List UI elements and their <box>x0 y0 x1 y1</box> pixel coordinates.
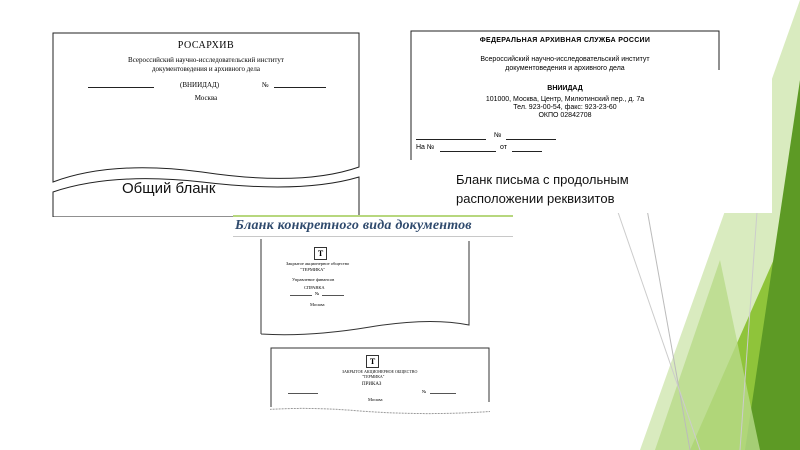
agency: ФЕДЕРАЛЬНАЯ АРХИВНАЯ СЛУЖБА РОССИИ <box>479 37 651 44</box>
date-line <box>88 87 154 88</box>
date-line <box>290 295 312 296</box>
org-line-1: Закрытое акционерное общество <box>286 261 350 266</box>
org-line-2: документоведения и архивного дела <box>505 65 625 72</box>
org-line-2: "ТЕРМИКА" <box>362 374 385 379</box>
org-full-2: документоведения и архивного дела <box>151 65 261 73</box>
org-line-1: ЗАКРЫТОЕ АКЦИОНЕРНОЕ ОБЩЕСТВО <box>342 369 418 374</box>
city: Москва <box>368 397 383 402</box>
reply-to: На № <box>416 144 435 151</box>
number-sign: № <box>262 81 269 89</box>
city: Москва <box>194 94 218 102</box>
address: 101000, Москва, Центр, Милютинский пер., д. 7а <box>485 96 645 103</box>
form-prikaz <box>270 347 490 415</box>
number-line <box>274 87 326 88</box>
department: Управление финансов <box>292 277 335 282</box>
org-line-2: "ТЕРМИКА" <box>300 267 326 272</box>
number-sign: № <box>422 389 427 394</box>
date-line <box>288 393 318 394</box>
from: от <box>500 144 507 151</box>
number-line <box>322 295 344 296</box>
abbr: ВНИИДАД <box>547 85 583 92</box>
form-spravka-outline <box>260 239 470 339</box>
number-sign: № <box>494 132 502 139</box>
org-top: РОСАРХИВ <box>177 40 235 51</box>
date-line <box>416 139 486 140</box>
caption-general: Общий бланк <box>122 180 216 197</box>
org-line-1: Всероссийский научно-исследовательский институт <box>480 56 650 63</box>
section-title: Бланк конкретного вида документов <box>235 218 472 233</box>
company-logo: T <box>314 247 327 260</box>
form-letter <box>410 30 720 160</box>
number-line <box>430 393 456 394</box>
number-sign: № <box>315 291 320 296</box>
title-bottom-rule <box>233 236 513 237</box>
okpo: ОКПО 02842708 <box>538 112 592 119</box>
company-logo: T <box>366 355 379 368</box>
org-full-1: Всероссийский научно-исследовательский институт <box>128 56 284 64</box>
form-letter-outline <box>410 30 720 160</box>
caption-letter: Бланк письма с продольным расположении реквизитов <box>456 172 629 206</box>
abbr: (ВНИИДАД) <box>180 81 220 89</box>
reply-date-line <box>512 151 542 152</box>
title-top-rule <box>233 215 513 217</box>
concrete-forms-section <box>233 215 513 415</box>
city: Москва <box>310 302 325 307</box>
phone: Тел. 923-00-54, факс: 923-23-60 <box>513 104 617 111</box>
form-spravka <box>260 239 470 339</box>
reply-number-line <box>440 151 496 152</box>
form-general <box>52 32 360 217</box>
number-line <box>506 139 556 140</box>
form-prikaz-outline <box>270 347 490 415</box>
doc-type: ПРИКАЗ <box>362 382 382 387</box>
doc-type: СПРАВКА <box>304 285 325 290</box>
